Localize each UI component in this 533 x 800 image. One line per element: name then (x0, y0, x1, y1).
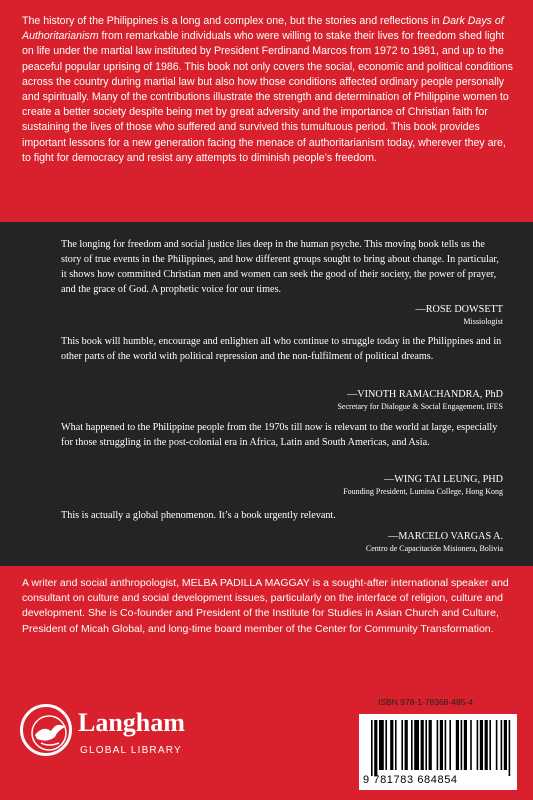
barcode-bar (440, 720, 443, 770)
endorsement-attribution-1 (283, 303, 503, 327)
barcode-bar (411, 720, 413, 770)
blurb-part-2: from remarkable individuals who were willing to stake their lives for freedom shed light on life under the martial law instituted by President Ferdinand Marcos from 1972 to 1981, and up to the peaceful popular uprising of 1986. This book not only covers the social, economic and political conditions across the country during martial law but also how those conditions affected ordinary people personally and spiritually. Many of the contributions illustrate the strength and determination of Philippine women to create a better society despite being met by great adversity and the importance of Christian faith for sustaining the lives of those who suffered and survived this tumultuous period. This book provides important lessons for a new generation facing the menace of authoritarianism today, wherever they are, to fight for democracy and resist any attempts to diminish people’s freedom. (22, 30, 513, 164)
barcode-bar (470, 720, 472, 770)
endorsement-attribution-3 (283, 473, 503, 497)
barcode-bar (504, 720, 507, 770)
endorsement-attribution-2 (283, 388, 503, 412)
barcode-bar (477, 720, 479, 770)
endorsement-attribution-4 (283, 530, 503, 554)
barcode-bar (496, 720, 498, 770)
barcode-bar (395, 720, 397, 770)
barcode-bar (437, 720, 439, 770)
endorser-name-4: —MARCELO VARGAS A. (388, 531, 503, 542)
barcode-bar (480, 720, 483, 770)
barcode-bars (359, 714, 517, 776)
endorsement-quote-3: What happened to the Philippine people from the 1970s till now is relevant to the world at large, especially for those struggling in the post-colonial era in Africa, Latin and South Americas, and Asia. (61, 422, 498, 448)
endorsements-panel (0, 222, 533, 566)
barcode-bar (429, 720, 432, 770)
book-title-italic: Dark Days of Authoritarianism (22, 15, 504, 43)
endorser-role-2: Secretary for Dialogue & Social Engagement, IFES (337, 402, 503, 411)
barcode-bar (390, 720, 393, 770)
isbn-barcode (359, 714, 517, 790)
endorser-role-1: Missiologist (463, 317, 503, 326)
blurb-part-1: The history of the Philippines is a long and complex one, but the stories and reflections in (22, 15, 443, 27)
barcode-bar (401, 720, 403, 770)
barcode-bar (379, 720, 384, 770)
publisher-subtitle: GLOBAL LIBRARY (80, 745, 182, 756)
author-bio: A writer and social anthropologist, MELBA PADILLA MAGGAY is a sought-after international speaker and consultant on culture and social development issues, particularly on the interface of religion, culture and development. She is Co-founder and President of the Institute for Studies in Asian Church and Culture, President of Micah Global, and long-time board member of the Center for Community Transformation. (22, 577, 509, 635)
publisher-name: Langham (78, 708, 185, 737)
barcode-bar (385, 720, 387, 770)
back-cover-blurb (22, 14, 513, 166)
barcode-bar (425, 720, 427, 770)
endorsement-quote-4: This is actually a global phenomenon. It’s a book urgently relevant. (61, 510, 336, 521)
endorser-role-4: Centro de Capacitación Misionera, Bolivia (365, 544, 503, 553)
globe-dove-icon (20, 704, 72, 756)
endorser-name-1: —ROSE DOWSETT (415, 304, 503, 315)
barcode-bar (414, 720, 419, 770)
barcode-bar (374, 720, 377, 776)
barcode-bar (461, 720, 463, 770)
barcode-bar (489, 720, 491, 770)
barcode-bar (421, 720, 424, 770)
endorser-name-2: —VINOTH RAMACHANDRA, PhD (347, 389, 503, 400)
publisher-logo (20, 700, 210, 780)
endorser-role-3: Founding President, Lumina College, Hong Kong (343, 487, 503, 496)
isbn-label: ISBN 978-1-78368-485-4 (378, 697, 473, 707)
endorser-name-3: —WING TAI LEUNG, PHD (384, 474, 503, 485)
barcode-bar (485, 720, 488, 770)
endorsement-quote-2: This book will humble, encourage and enlighten all who continue to struggle today in the Philippines and in other parts of the world with political repression and the non-fulfilment of political dreams. (61, 336, 502, 362)
barcode-digits: 9 781783 684854 (363, 774, 458, 786)
endorsement-quote-1: The longing for freedom and social justice lies deep in the human psyche. This moving book tells us the story of true events in the Philippines, and how different groups sought to bring about change. In particular, it shows how committed Christian men and women can seek the good of their society, the power of prayer, and the grace of God. A prophetic voice for our times. (61, 239, 499, 295)
barcode-bar (371, 720, 373, 776)
barcode-bar (464, 720, 467, 770)
barcode-bar (449, 720, 451, 770)
barcode-bar (509, 720, 511, 776)
barcode-bar (445, 720, 447, 770)
barcode-bar (501, 720, 503, 770)
barcode-bar (405, 720, 408, 770)
barcode-bar (456, 720, 459, 770)
